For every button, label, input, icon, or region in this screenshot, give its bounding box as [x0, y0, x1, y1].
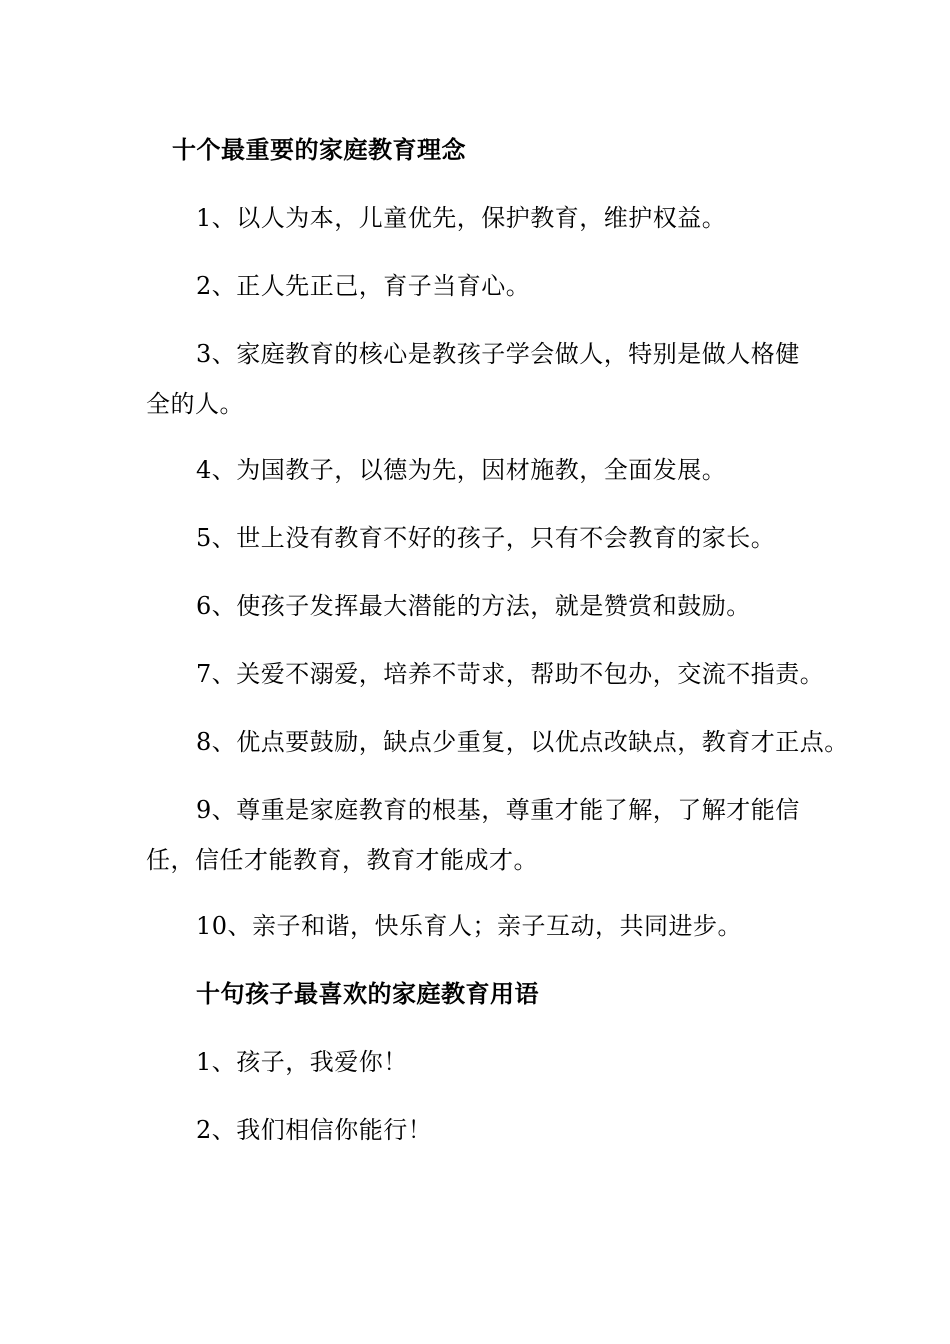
paragraph-item-2: 2、正人先正己，育子当育心。 [196, 272, 531, 300]
phrase-item-2: 2、我们相信你能行！ [196, 1116, 433, 1144]
paragraph-item-9-continued: 任，信任才能教育，教育才能成才。 [146, 846, 538, 874]
section-title-phrases: 十句孩子最喜欢的家庭教育用语 [196, 980, 539, 1008]
section-title-ideas: 十个最重要的家庭教育理念 [172, 136, 466, 164]
paragraph-item-10: 10、亲子和谐，快乐育人；亲子互动，共同进步。 [196, 912, 743, 940]
paragraph-item-7: 7、关爱不溺爱，培养不苛求，帮助不包办，交流不指责。 [196, 660, 825, 688]
phrase-item-1: 1、孩子，我爱你！ [196, 1048, 408, 1076]
paragraph-item-9: 9、尊重是家庭教育的根基，尊重才能了解，了解才能信 [196, 796, 800, 824]
paragraph-item-3-continued: 全的人。 [146, 390, 244, 418]
paragraph-item-8: 8、优点要鼓励，缺点少重复，以优点改缺点，教育才正点。 [196, 728, 849, 756]
paragraph-item-1: 1、以人为本，儿童优先，保护教育，维护权益。 [196, 204, 727, 232]
paragraph-item-3: 3、家庭教育的核心是教孩子学会做人，特别是做人格健 [196, 340, 800, 368]
paragraph-item-5: 5、世上没有教育不好的孩子，只有不会教育的家长。 [196, 524, 776, 552]
paragraph-item-4: 4、为国教子，以德为先，因材施教，全面发展。 [196, 456, 727, 484]
paragraph-item-6: 6、使孩子发挥最大潜能的方法，就是赞赏和鼓励。 [196, 592, 751, 620]
